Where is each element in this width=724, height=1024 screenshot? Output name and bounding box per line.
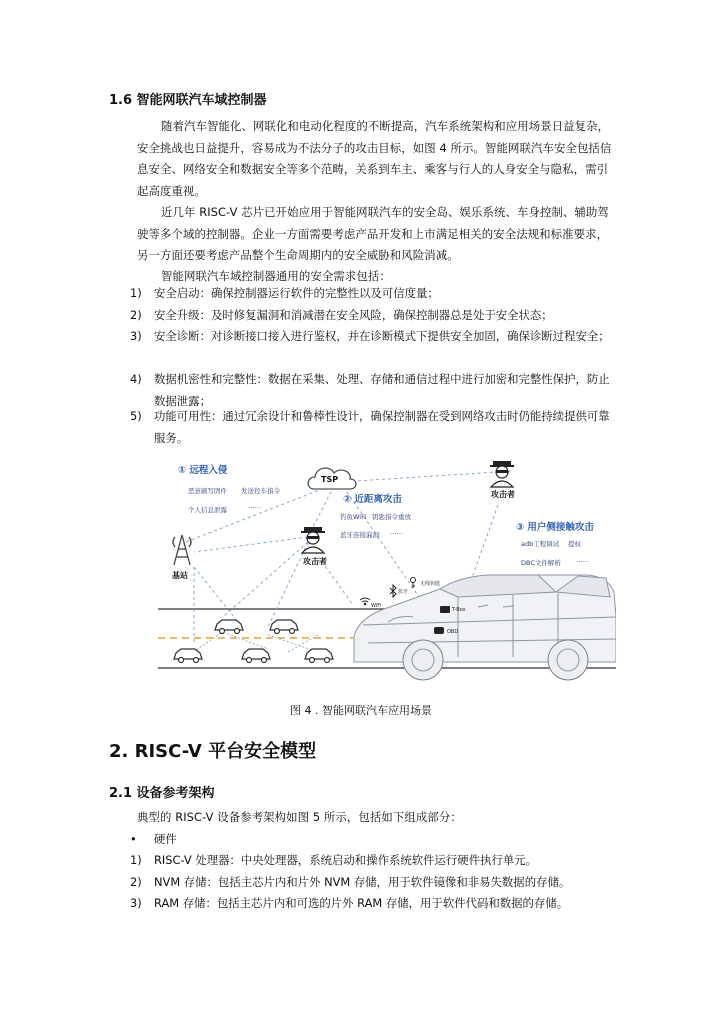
paragraph-3: 智能网联汽车域控制器通用的安全需求包括： — [161, 269, 391, 283]
paragraph-2: 近几年 RISC-V 芯片已开始应用于智能网联汽车的安全岛、娱乐系统、车身控制、辅助驾驶等多个域的控制器。企业一方面需要考虑产品开发和上市满足相关的安全法规和标准要求，另一方面还要考虑产品整个生命周期内的安全威胁和风险消减。 — [137, 205, 609, 262]
near-item: 蓝牙连接漏洞 — [340, 531, 379, 539]
near-item: 钥匙指令重放 — [372, 513, 411, 521]
near-item: 钓鱼WiFi — [340, 513, 367, 521]
remote-item: 发送控车指令 — [241, 487, 280, 495]
tsp-label: TSP — [321, 475, 339, 484]
list-item-number: 1) — [130, 853, 142, 867]
list-item-text: NVM 存储：包括主芯片内和片外 NVM 存储，用于软件镜像和非易失数据的存储。 — [154, 875, 571, 889]
list-item-number: 3) — [130, 329, 142, 343]
list-item — [130, 283, 620, 305]
figure-caption: 图 4 . 智能网联汽车应用场景 — [290, 704, 432, 717]
list-item — [130, 850, 620, 872]
user-item: …… — [576, 556, 589, 564]
near-attack-title: ② 近距离攻击 — [343, 494, 402, 505]
user-item: adb工程调试 — [521, 540, 560, 548]
section-heading-2-1: 2.1 设备参考架构 — [109, 786, 215, 801]
remote-intrusion-title: ① 远程入侵 — [178, 465, 228, 476]
list-item — [130, 872, 620, 894]
tower-icon — [173, 535, 191, 565]
remote-item: …… — [248, 502, 261, 510]
list-item-text: RISC-V 处理器：中央处理器，系统启动和操作系统软件运行硬件执行单元。 — [154, 853, 538, 867]
attacker-label: 攻击者 — [303, 557, 327, 566]
list-item-text: 安全启动：确保控制器运行软件的完整性以及可信度量； — [154, 286, 439, 300]
list-item-number: 5) — [130, 409, 142, 423]
remote-item: 恶意刷写固件 — [188, 487, 227, 495]
list-item — [130, 406, 620, 450]
obd-label: OBD — [447, 629, 459, 635]
list-item-number: 2) — [130, 308, 142, 322]
list-item-text: 安全升级：及时修复漏洞和消减潜在安全风险，确保控制器总是处于安全状态； — [154, 308, 553, 322]
wifi-icon — [360, 598, 370, 605]
section-heading-1-6: 1.6 智能网联汽车域控制器 — [109, 93, 267, 108]
key-icon — [411, 578, 416, 589]
list-item-number: 2) — [130, 875, 142, 889]
list-item-number: 4) — [130, 372, 142, 386]
section-heading-2: 2. RISC-V 平台安全模型 — [109, 741, 317, 762]
list-item-text: 数据机密性和完整性：数据在采集、处理、存储和通信过程中进行加密和完整性保护，防止数据泄露； — [154, 372, 610, 408]
user-contact-attack-title: ③ 用户侧接触攻击 — [516, 522, 594, 533]
bullet-item — [130, 829, 620, 851]
list-item-number: 3) — [130, 896, 142, 910]
figure-4-connected-vehicle-scenario — [158, 457, 616, 681]
bullet-text: 硬件 — [154, 832, 177, 846]
user-item: DBC文件解析 — [521, 559, 561, 567]
attacker-icon — [490, 461, 514, 487]
tbox-label: T-Box — [452, 607, 466, 613]
bluetooth-icon — [390, 585, 396, 597]
list-item-text: 功能可用性：通过冗余设计和鲁棒性设计，确保控制器在受到网络攻击时仍能持续提供可靠服务。 — [154, 409, 610, 445]
bluetooth-label: 蓝牙 — [398, 589, 409, 595]
keyless-label: 无线钥匙 — [420, 581, 441, 587]
list-item-number: 1) — [130, 286, 142, 300]
car-icon — [174, 620, 333, 663]
bullet-dot: • — [130, 832, 137, 846]
list-item — [130, 326, 620, 370]
paragraph-1: 随着汽车智能化、网联化和电动化程度的不断提高，汽车系统架构和应用场景日益复杂，安全挑战也日益提升，容易成为不法分子的攻击目标，如图 4 所示。智能网联汽车安全包括信息安全、网络安全和数据安全等多个范畴，关系到车主、乘客与行人的人身安全与隐私，需引起高度重视。 — [137, 119, 612, 198]
tbox-icon — [440, 606, 450, 613]
obd-icon — [434, 627, 444, 634]
base-station-label: 基站 — [172, 571, 188, 580]
remote-item: 个人信息泄露 — [188, 506, 227, 514]
list-item-text: RAM 存储：包括主芯片内和可选的片外 RAM 存储，用于软件代码和数据的存储。 — [154, 896, 569, 910]
list-item — [130, 893, 620, 915]
list-item-text: 安全诊断：对诊断接口接入进行鉴权，并在诊断模式下提供安全加固，确保诊断过程安全； — [154, 329, 610, 343]
paragraph-intro: 典型的 RISC-V 设备参考架构如图 5 所示，包括如下组成部分： — [137, 810, 462, 824]
attacker-label: 攻击者 — [491, 490, 515, 499]
user-item: 提权 — [568, 540, 581, 548]
near-item: …… — [390, 528, 403, 536]
list-item — [130, 305, 620, 327]
wifi-label: WiFi — [371, 603, 382, 609]
